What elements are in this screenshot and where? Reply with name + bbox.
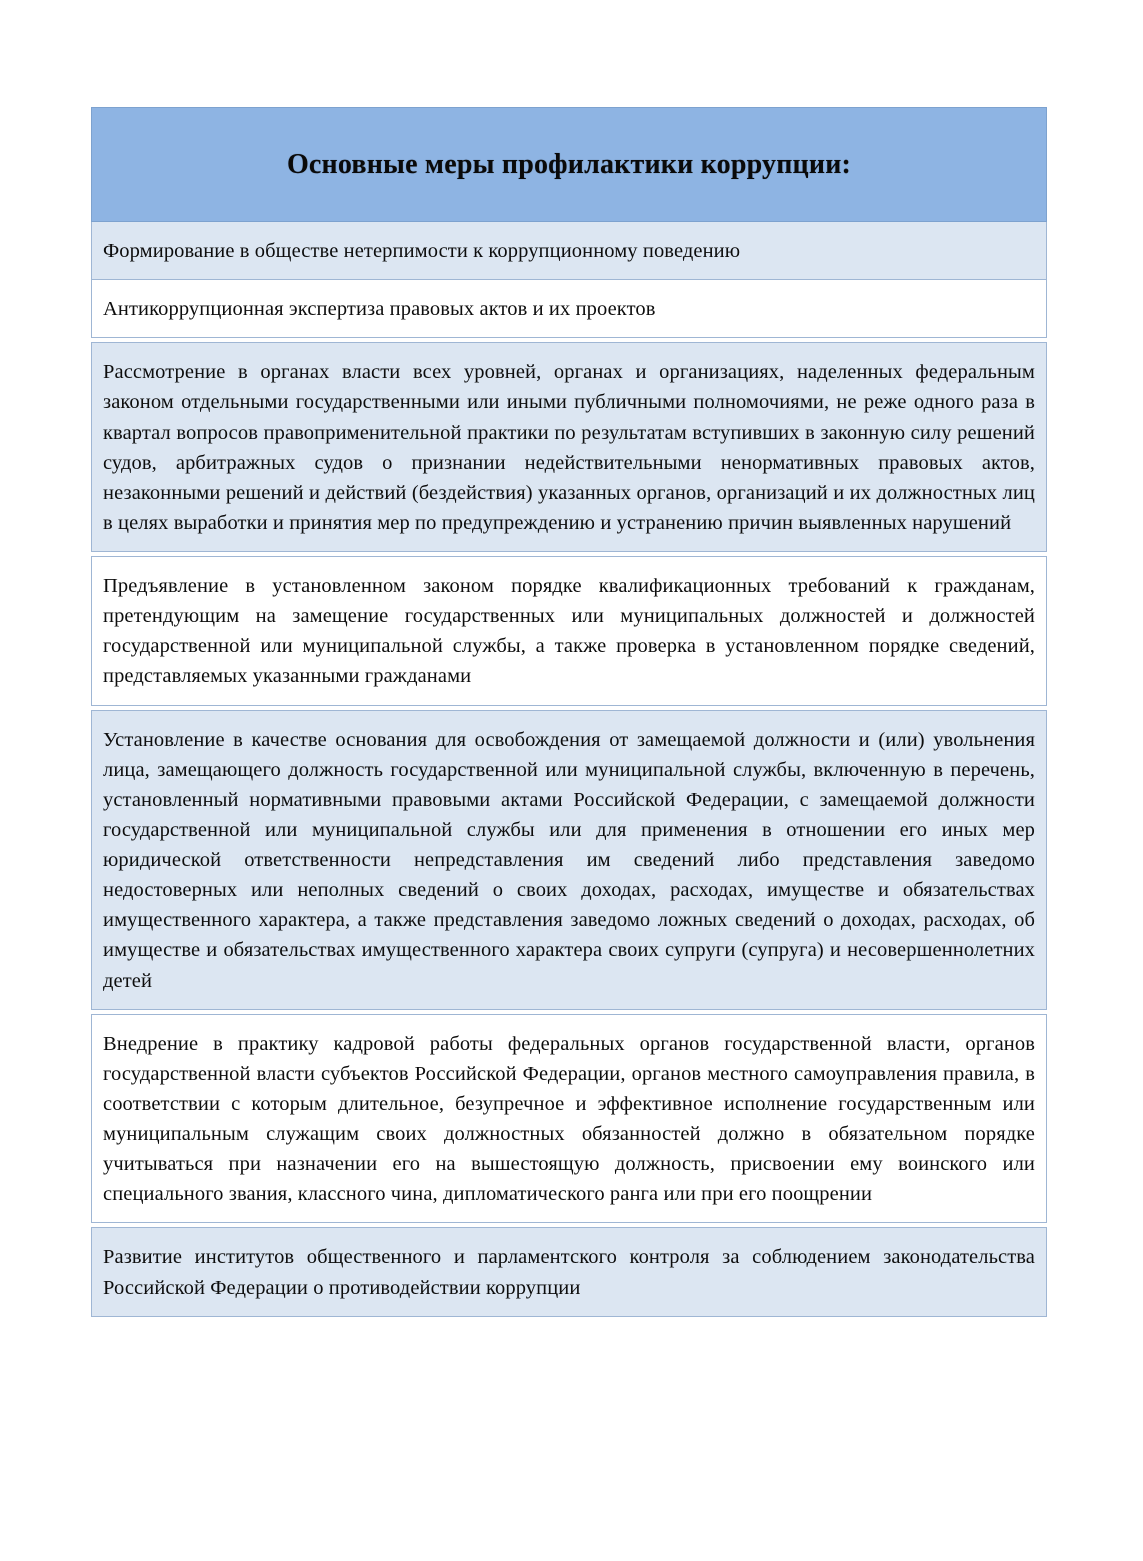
- measure-text: Развитие институтов общественного и парламентского контроля за соблюдением законодательства Российской Федерации о противодействии коррупции: [103, 1246, 1035, 1299]
- measure-text: Предъявление в установленном законом порядке квалификационных требований к гражданам, претендующим на замещение государственных или муниципальных должностей и должностей государственной или муниципальной службы, а также проверка в установленном порядке сведений, представляемых указанными гражданами: [103, 575, 1035, 688]
- table-row: [91, 222, 1047, 280]
- page-title: Основные меры профилактики коррупции:: [286, 148, 852, 180]
- table-row: [91, 556, 1047, 706]
- table-row: [91, 342, 1047, 552]
- measure-text: Антикоррупционная экспертиза правовых актов и их проектов: [103, 298, 656, 321]
- measure-text: Установление в качестве основания для освобождения от замещаемой должности и (или) увольнения лица, замещающего должность государственной или муниципальной службы, включенную в перечень, установленный нормативными правовыми актами Российской Федерации, с замещаемой должности государственной или муниципальной службы или для применения в отношении его иных мер юридической ответственности непредставления им сведений либо представления заведомо недостоверных или неполных сведений о своих доходах, расходах, имуществе и обязательствах имущественного характера, а также представления заведомо ложных сведений о доходах, расходах, об имуществе и обязательствах имущественного характера своих супруги (супруга) и несовершеннолетних детей: [103, 728, 1035, 992]
- measure-text: Формирование в обществе нетерпимости к коррупционному поведению: [103, 240, 741, 262]
- table-header-row: [91, 107, 1047, 222]
- table-row: [91, 1227, 1047, 1316]
- table-row: [91, 280, 1047, 338]
- measure-text: Рассмотрение в органах власти всех уровней, органах и организациях, наделенных федеральным законом отдельными государственными или иными публичными полномочиями, не реже одного раза в квартал вопросов правоприменительной практики по результатам вступивших в законную силу решений судов, арбитражных судов о признании недействительными ненормативных правовых актов, незаконными решений и действий (бездействия) указанных органов, организаций и их должностных лиц в целях выработки и принятия мер по предупреждению и устранению причин выявленных нарушений: [103, 361, 1035, 534]
- table-row: [91, 1014, 1047, 1224]
- anti-corruption-measures-table: [91, 107, 1047, 1317]
- measure-text: Внедрение в практику кадровой работы федеральных органов государственной власти, органов государственной власти субъектов Российской Федерации, органов местного самоуправления правила, в соответствии с которым длительное, безупречное и эффективное исполнение государственным или муниципальным служащим своих должностных обязанностей должно в обязательном порядке учитываться при назначении его на вышестоящую должность, присвоении ему воинского или специального звания, классного чина, дипломатического ранга или при его поощрении: [103, 1032, 1035, 1206]
- table-row: [91, 710, 1047, 1010]
